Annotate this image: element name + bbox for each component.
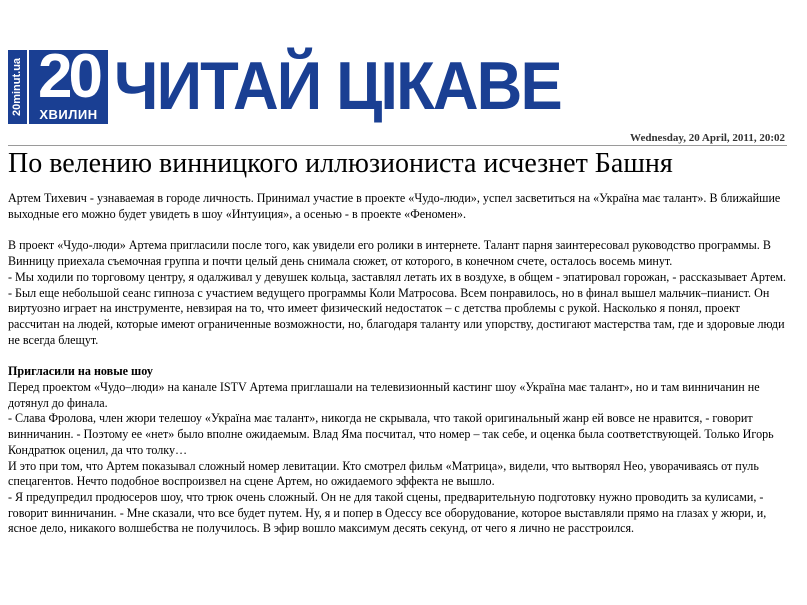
article-subheading: Пригласили на новые шоу bbox=[8, 364, 153, 379]
article-paragraph: Перед проектом «Чудо–люди» на канале ISTV Артема приглашали на телевизионный кастинг шоу «Україна має талант», но и там винничанин не дотянул до финала. bbox=[8, 380, 760, 410]
article-body bbox=[8, 191, 788, 537]
logo-number-box[interactable] bbox=[29, 42, 108, 124]
masthead-title: ЧИТАЙ ЦІКАВЕ bbox=[114, 48, 561, 124]
logo-subtitle: ХВИЛИН bbox=[39, 107, 98, 122]
article-intro: Артем Тихевич - узнаваемая в городе личность. Принимал участие в проекте «Чудо-люди», успел засветиться на «Україна має талант». В ближайшие выходные его можно будет увидеть в шоу «Интуиция», а осенью - в проекте «Феномен». bbox=[8, 191, 781, 221]
article-paragraph: В проект «Чудо-люди» Артема пригласили после того, как увидели его ролики в интернете. Талант парня заинтересовал руководство программы. В Винницу приехала съемочная группа и почти целый день снимала сюжет, от которого, в конечном счете, осталось восемь минут. bbox=[8, 238, 771, 269]
article-paragraph: - Мы ходили по торговому центру, я одалживал у девушек кольца, заставлял летать их в воздухе, в общем - эпатировал горожан, - рассказывает Артем. - Был еще небольшой сеанс гипноза с участием ведущего программы Коли Матросова. Всем понравилось, но в финал вышел мальчик–пианист. Он виртуозно играет на инструменте, невзирая на то, что имеет физический недостаток – с детства проблемы с рукой. Насколько я понял, проект рассчитан на людей, которые имеют ограниченные возможности, но, благодаря таланту или упорству, достигают мастерства там, где и здоровые люди не всегда блещут. bbox=[8, 269, 787, 347]
site-domain-label: 20minut.ua bbox=[11, 57, 24, 117]
article-paragraph: И это при том, что Артем показывал сложный номер левитации. Кто смотрел фильм «Матрица», видели, что вытворял Нео, уворачиваясь от пуль спецагентов. Нечто подобное воспроизвел на сцене Артем, но ожидаемого эффекта не вышло. bbox=[8, 458, 759, 489]
article-date: Wednesday, 20 April, 2011, 20:02 bbox=[630, 132, 785, 144]
site-domain-tab bbox=[8, 50, 27, 124]
logo-number: 20 bbox=[38, 42, 99, 111]
article-paragraph: - Слава Фролова, член жюри телешоу «Україна має талант», никогда не скрывала, что такой оригинальный жанр ей вовсе не нравится, - говорит винничанин. - Поэтому ее «нет» было вполне ожидаемым. Влад Яма посчитал, что номер – так себе, и оценка была соответствующей. Только Игорь Кондратюк оценил, да что толку… bbox=[8, 411, 774, 457]
article-paragraph: - Я предупредил продюсеров шоу, что трюк очень сложный. Он не для такой сцены, предварительную подготовку нужно проводить за кулисами, - говорит винничанин. - Мне сказали, что все будет путем. Ну, я и попер в Одессу все оборудование, которое выставляли прямо на глазах у жюри, и, ясное дело, никакого волшебства не получилось. В эфир вошло максимум десять секунд, от чего я лично не расстроился. bbox=[8, 489, 767, 536]
article-title: По велению винницкого иллюзиониста исчезнет Башня bbox=[8, 148, 673, 179]
